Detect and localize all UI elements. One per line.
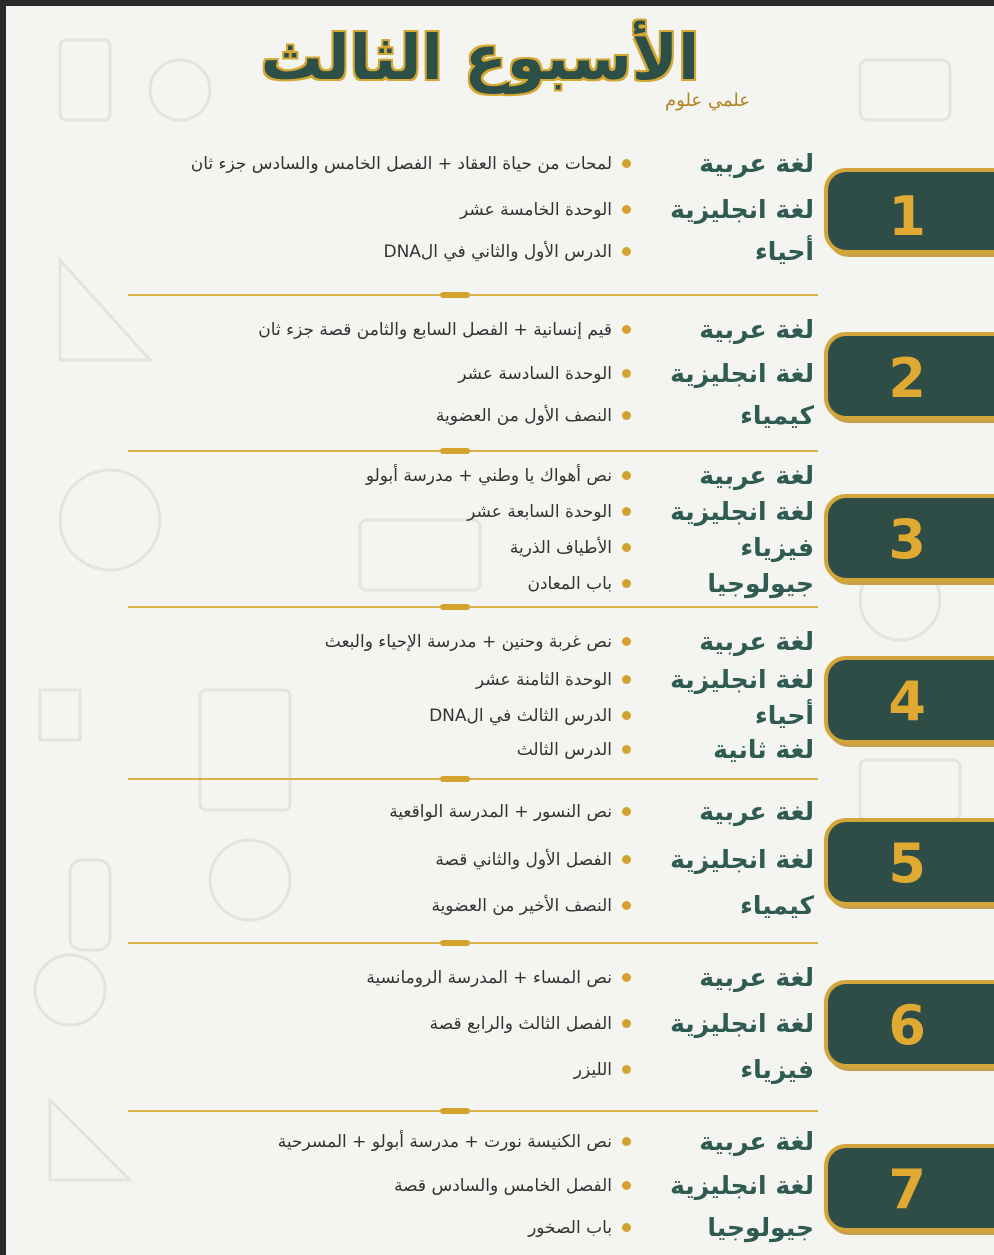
bullet-icon bbox=[622, 247, 631, 256]
list-item bbox=[0, 886, 994, 926]
bullet-icon bbox=[622, 543, 631, 552]
subject-label: لغة انجليزية bbox=[670, 1009, 814, 1038]
topic-text: الدرس الثالث bbox=[516, 740, 612, 760]
day-number: 1 bbox=[888, 185, 926, 248]
subject-label: لغة عربية bbox=[699, 461, 814, 490]
bullet-icon bbox=[622, 1019, 631, 1028]
topic-text: النصف الأخير من العضوية bbox=[431, 896, 612, 916]
separator-line bbox=[128, 606, 818, 608]
subject-label: فيزياء bbox=[740, 1055, 814, 1084]
bullet-icon bbox=[622, 325, 631, 334]
bullet-icon bbox=[622, 205, 631, 214]
subject-label: جيولوجيا bbox=[707, 569, 814, 598]
topic-text: نص غربة وحنين + مدرسة الإحياء والبعث bbox=[324, 632, 612, 652]
bullet-icon bbox=[622, 637, 631, 646]
bullet-icon bbox=[622, 411, 631, 420]
page-subtitle: علمي علوم bbox=[665, 90, 750, 111]
subject-label: لغة عربية bbox=[699, 315, 814, 344]
bullet-icon bbox=[622, 901, 631, 910]
topic-text: الفصل الخامس والسادس قصة bbox=[394, 1176, 612, 1196]
list-item bbox=[0, 1122, 994, 1162]
subject-label: لغة عربية bbox=[699, 627, 814, 656]
bullet-icon bbox=[622, 1223, 631, 1232]
subject-label: كيمياء bbox=[740, 401, 814, 430]
topic-text: نص النسور + المدرسة الواقعية bbox=[389, 802, 612, 822]
topic-text: الليزر bbox=[573, 1060, 612, 1080]
bullet-icon bbox=[622, 471, 631, 480]
subject-label: لغة عربية bbox=[699, 797, 814, 826]
bullet-icon bbox=[622, 675, 631, 684]
day-number: 5 bbox=[888, 832, 926, 895]
bullet-icon bbox=[622, 579, 631, 588]
separator-line bbox=[128, 1110, 818, 1112]
topic-text: باب الصخور bbox=[528, 1218, 612, 1238]
topic-text: الوحدة الخامسة عشر bbox=[460, 200, 612, 220]
list-item bbox=[0, 492, 994, 532]
subject-label: لغة انجليزية bbox=[670, 665, 814, 694]
list-item bbox=[0, 622, 994, 662]
list-item bbox=[0, 354, 994, 394]
topic-text: باب المعادن bbox=[527, 574, 612, 594]
subject-label: لغة انجليزية bbox=[670, 359, 814, 388]
bullet-icon bbox=[622, 159, 631, 168]
subject-label: لغة انجليزية bbox=[670, 195, 814, 224]
separator-line bbox=[128, 942, 818, 944]
day-number: 4 bbox=[888, 670, 926, 733]
bullet-icon bbox=[622, 1181, 631, 1190]
subject-label: لغة ثانية bbox=[713, 735, 814, 764]
separator-ornament bbox=[440, 776, 470, 782]
list-item bbox=[0, 660, 994, 700]
list-item bbox=[0, 528, 994, 568]
subject-label: أحياء bbox=[755, 701, 814, 730]
bullet-icon bbox=[622, 807, 631, 816]
separator-ornament bbox=[440, 448, 470, 454]
topic-text: لمحات من حياة العقاد + الفصل الخامس والسادس جزء ثان bbox=[190, 154, 612, 174]
bullet-icon bbox=[622, 507, 631, 516]
topic-text: نص الكنيسة نورت + مدرسة أبولو + المسرحية bbox=[277, 1132, 612, 1152]
bullet-icon bbox=[622, 711, 631, 720]
separator-line bbox=[128, 294, 818, 296]
day-number: 6 bbox=[888, 994, 926, 1057]
list-item bbox=[0, 144, 994, 184]
separator-ornament bbox=[440, 604, 470, 610]
bullet-icon bbox=[622, 369, 631, 378]
topic-text: نص المساء + المدرسة الرومانسية bbox=[366, 968, 612, 988]
subject-label: لغة عربية bbox=[699, 149, 814, 178]
topic-text: الوحدة الثامنة عشر bbox=[475, 670, 612, 690]
topic-text: الوحدة السابعة عشر bbox=[467, 502, 612, 522]
bullet-icon bbox=[622, 973, 631, 982]
subject-label: أحياء bbox=[755, 237, 814, 266]
list-item bbox=[0, 1050, 994, 1090]
subject-label: فيزياء bbox=[740, 533, 814, 562]
subject-label: لغة عربية bbox=[699, 963, 814, 992]
list-item bbox=[0, 1166, 994, 1206]
topic-text: الأطياف الذرية bbox=[509, 538, 612, 558]
separator-ornament bbox=[440, 940, 470, 946]
separator-line bbox=[128, 778, 818, 780]
list-item bbox=[0, 396, 994, 436]
topic-text: الوحدة السادسة عشر bbox=[458, 364, 612, 384]
separator-ornament bbox=[440, 1108, 470, 1114]
bullet-icon bbox=[622, 855, 631, 864]
day-number: 3 bbox=[888, 508, 926, 571]
subject-label: لغة انجليزية bbox=[670, 1171, 814, 1200]
topic-text: قيم إنسانية + الفصل السابع والثامن قصة جزء ثان bbox=[258, 320, 612, 340]
list-item bbox=[0, 958, 994, 998]
list-item bbox=[0, 564, 994, 604]
topic-text: الدرس الأول والثاني في الDNA bbox=[383, 242, 612, 262]
list-item bbox=[0, 232, 994, 272]
subject-label: لغة عربية bbox=[699, 1127, 814, 1156]
subject-label: كيمياء bbox=[740, 891, 814, 920]
subject-label: لغة انجليزية bbox=[670, 845, 814, 874]
bullet-icon bbox=[622, 1065, 631, 1074]
list-item bbox=[0, 840, 994, 880]
topic-text: الفصل الثالث والرابع قصة bbox=[429, 1014, 612, 1034]
topic-text: الفصل الأول والثاني قصة bbox=[435, 850, 612, 870]
page-title: الأسبوع الثالث bbox=[260, 21, 700, 94]
bullet-icon bbox=[622, 1137, 631, 1146]
subject-label: جيولوجيا bbox=[707, 1213, 814, 1242]
topic-text: نص أهواك يا وطني + مدرسة أبولو bbox=[365, 466, 612, 486]
bullet-icon bbox=[622, 745, 631, 754]
day-number: 7 bbox=[888, 1158, 926, 1221]
list-item bbox=[0, 310, 994, 350]
list-item bbox=[0, 456, 994, 496]
list-item bbox=[0, 730, 994, 770]
list-item bbox=[0, 792, 994, 832]
subject-label: لغة انجليزية bbox=[670, 497, 814, 526]
topic-text: النصف الأول من العضوية bbox=[435, 406, 612, 426]
day-number: 2 bbox=[888, 347, 926, 410]
topic-text: الدرس الثالث في الDNA bbox=[429, 706, 612, 726]
list-item bbox=[0, 190, 994, 230]
list-item bbox=[0, 1004, 994, 1044]
separator-ornament bbox=[440, 292, 470, 298]
separator-line bbox=[128, 450, 818, 452]
list-item bbox=[0, 1208, 994, 1248]
